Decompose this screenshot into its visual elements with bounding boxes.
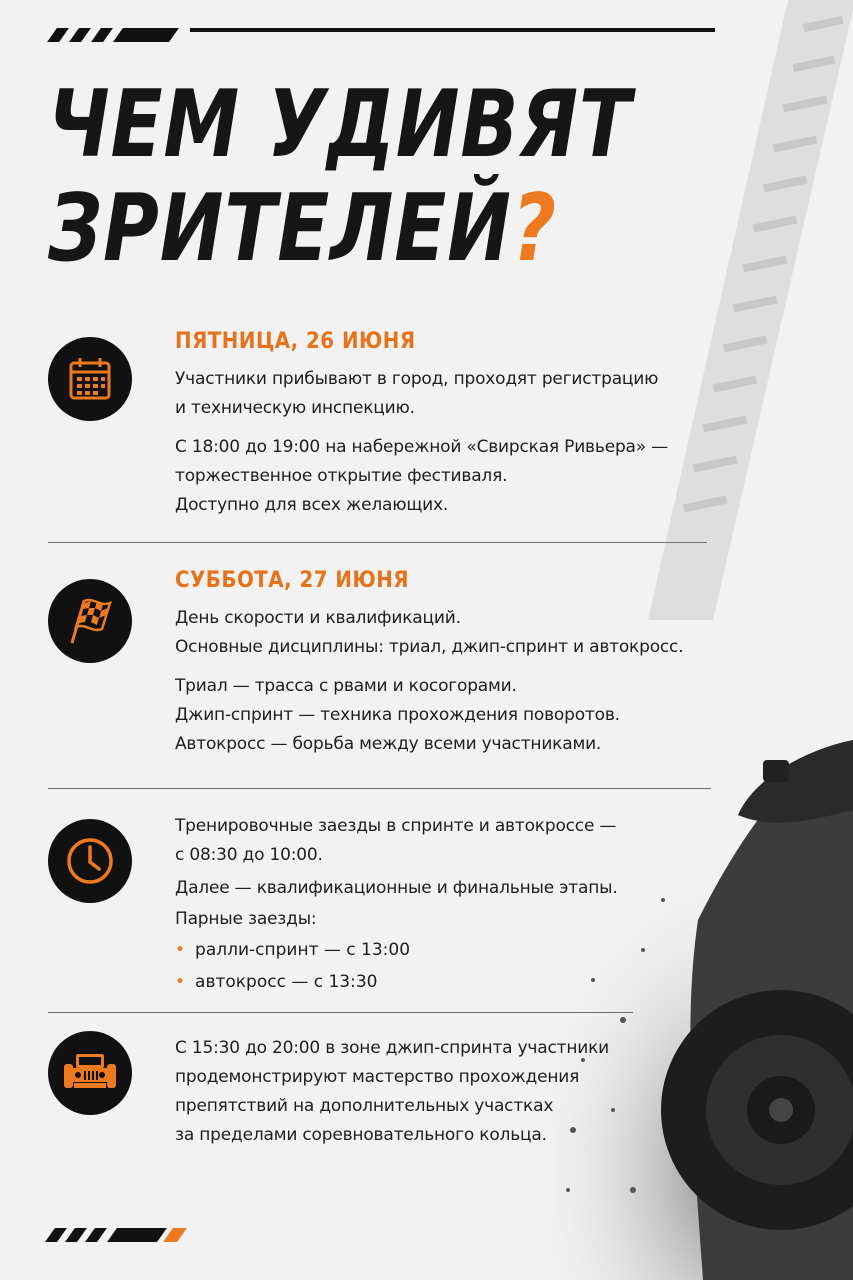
top-stripes-decoration — [52, 28, 722, 42]
jeep-sprint-section — [48, 1034, 708, 1164]
divider — [48, 1012, 633, 1013]
schedule-text-3: Парные заезды: — [175, 909, 317, 929]
schedule-text-2: Далее — квалификационные и финальные этапы. — [175, 878, 618, 898]
jeep-sprint-text: С 15:30 до 20:00 в зоне джип-спринта участники продемонстрируют мастерство прохождения препятствий на дополнительных участках за пределами соревновательного кольца. — [175, 1038, 610, 1145]
list-item-text: ралли-спринт — с 13:00 — [195, 940, 411, 960]
friday-text-1: Участники прибывают в город, проходят регистрацию и техническую инспекцию. — [175, 369, 659, 418]
friday-section — [48, 327, 708, 527]
list-item: • ралли-спринт — с 13:00 — [175, 940, 411, 960]
title-line-1: ЧЕМ УДИВЯТ — [48, 70, 632, 178]
title-line-2: ЗРИТЕЛЕЙ — [48, 174, 512, 282]
page-title — [48, 72, 632, 280]
friday-heading: ПЯТНИЦА, 26 ИЮНЯ — [175, 329, 416, 354]
saturday-text-2: Триал — трасса с рвами и косогорами. Джип-спринт — техника прохождения поворотов. Автокросс — борьба между всеми участниками. — [175, 676, 620, 754]
checkered-flag-icon — [48, 579, 132, 663]
saturday-text-1: День скорости и квалификаций. Основные дисциплины: триал, джип-спринт и автокросс. — [175, 608, 684, 657]
saturday-heading: СУББОТА, 27 ИЮНЯ — [175, 568, 410, 593]
schedule-section — [48, 812, 708, 1002]
bottom-stripes-decoration — [50, 1228, 190, 1242]
friday-text-2: С 18:00 до 19:00 на набережной «Свирская Ривьера» — торжественное открытие фестиваля. Доступно для всех желающих. — [175, 437, 668, 515]
list-item-text: автокросс — с 13:30 — [195, 972, 378, 992]
clock-icon — [48, 819, 132, 903]
title-question-mark: ? — [511, 174, 557, 282]
saturday-section — [48, 566, 708, 771]
calendar-icon — [48, 337, 132, 421]
jeep-icon — [48, 1031, 132, 1115]
divider — [48, 542, 707, 543]
divider — [48, 788, 711, 789]
list-item: • автокросс — с 13:30 — [175, 972, 378, 992]
schedule-text-1: Тренировочные заезды в спринте и автокроссе — с 08:30 до 10:00. — [175, 816, 617, 865]
